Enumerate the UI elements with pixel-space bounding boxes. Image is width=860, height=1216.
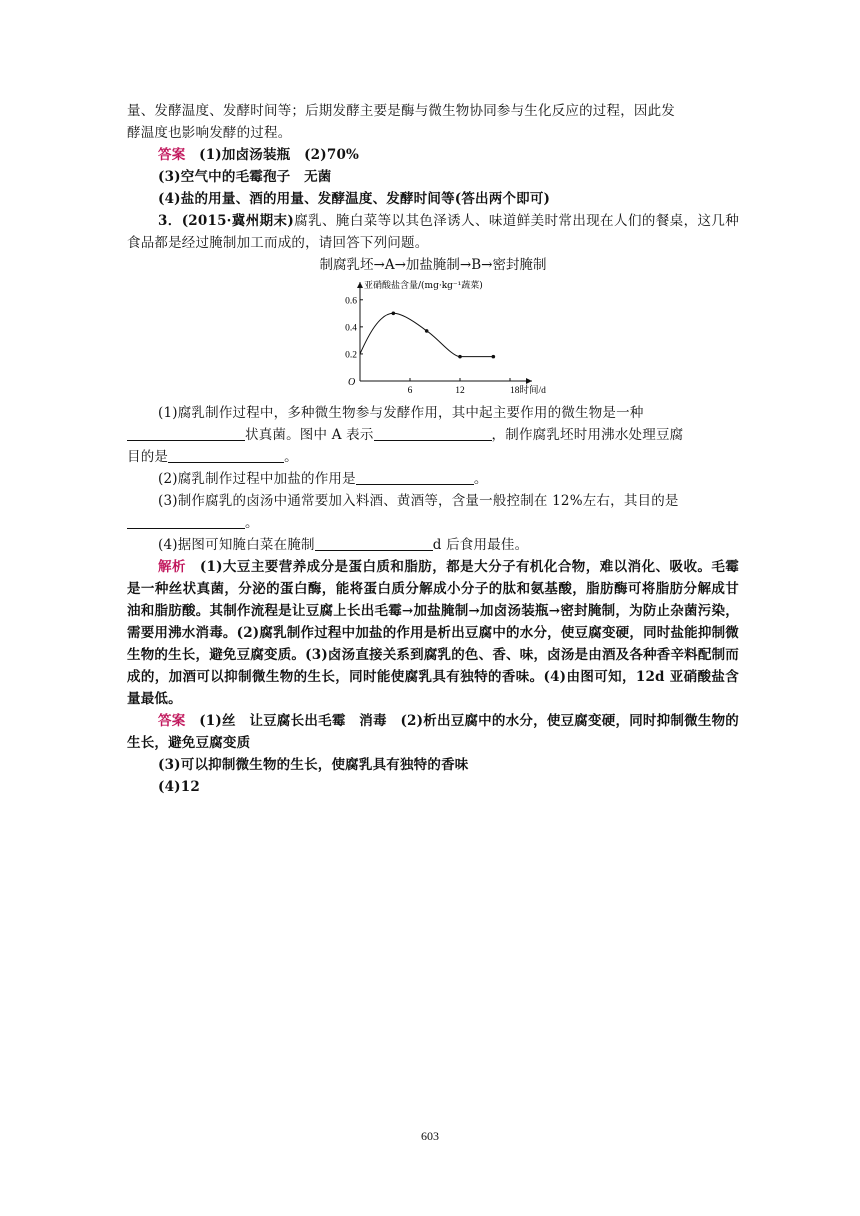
blank [127,514,245,529]
x-tick-label: 18时间/d [510,386,546,396]
data-point [425,329,429,333]
y-axis-arrow [357,282,363,288]
text-line: 酵温度也影响发酵的过程。 [127,125,292,141]
sub-question-4: (4)据图可知腌白菜在腌制 d 后食用最佳。 [158,537,529,553]
sub-question-3: (3)制作腐乳的卤汤中通常要加入料酒、黄酒等，含量一般控制在 12%左右，其目的是 [158,493,679,509]
x-tick-label: 6 [407,386,413,396]
answer-tag: 答案 [158,147,186,163]
y-tick-label: 0.6 [345,296,357,307]
sub-question-3-end: 。 [127,512,739,534]
data-point [458,355,462,359]
blank [356,470,474,485]
y-tick-label: 0.2 [345,350,357,361]
answer-1-b: (3)空气中的毛霉孢子 无菌 [158,169,332,185]
data-point [492,355,496,359]
text-line: 量、发酵温度、发酵时间等；后期发酵主要是酶与微生物协同参与生化反应的过程，因此发 [127,103,675,119]
origin-label: O [348,377,356,388]
answer-tag: 答案 [158,713,186,729]
y-tick-label: 0.4 [345,323,357,334]
series-line [360,313,493,356]
question-3: 3．(2015·冀州期末)腐乳、腌白菜等以其色泽诱人、味道鲜美时常出现在人们的餐桌，这几种食品都是经过腌制加工而成的，请回答下列问题。 [127,213,740,251]
analysis-tag: 解析 [158,559,186,575]
sub-question-1-end: 目的是 。 [127,449,298,465]
answer-1-a: 答案 (1)加卤汤装瓶 (2)70% [158,147,360,163]
document-page [127,100,739,798]
page-number: 603 [421,1129,439,1143]
sub-question-1: (1)腐乳制作过程中，多种微生物参与发酵作用，其中起主要作用的微生物是一种 [158,405,644,421]
blank [315,536,433,551]
y-axis-label: 亚硝酸盐含量/(mg·kg⁻¹蔬菜) [364,281,483,291]
answer-2-b: (3)可以抑制微生物的生长，使腐乳具有独特的香味 [158,757,469,773]
x-axis-arrow [526,378,532,384]
answer-2-a: 答案 (1)丝 让豆腐长出毛霉 消毒 (2)析出豆腐中的水分，使豆腐变硬，同时抑制微生物的生长，避免豆腐变质 [127,713,739,751]
answer-1-c: (4)盐的用量、酒的用量、发酵温度、发酵时间等(答出两个即可) [158,191,551,207]
sub-question-2: (2)腐乳制作过程中加盐的作用是 。 [158,471,488,487]
blank [168,448,284,463]
x-tick-label: 12 [455,386,465,396]
answer-2-c: (4)12 [158,779,200,795]
blank [127,426,245,441]
analysis: 解析 (1)大豆主要营养成分是蛋白质和脂肪，都是大分子有机化合物，难以消化、吸收。毛霉是一种丝状真菌，分泌的蛋白酶，能将蛋白质分解成小分子的肽和氨基酸，脂肪酶可将脂肪分解成甘油和脂肪酸。其制作流程是让豆腐上长出毛霉→加盐腌制→加卤汤装瓶→密封腌制，为防止杂菌污染，需要用沸水消毒。(2)腐乳制作过程中加盐的作用是析出豆腐中的水分，使豆腐变硬，同时盐能抑制微生物的生长，避免豆腐变质。(3)卤汤直接关系到腐乳的色、香、味，卤汤是由酒及各种香辛料配制而成的，加酒可以抑制微生物的生长，同时能使腐乳具有独特的香味。(4)由图可知，12d 亚硝酸盐含量最低。 [127,559,740,707]
nitrite-chart [328,276,546,400]
blank [374,426,492,441]
data-point [392,312,396,316]
sub-question-1-cont: 状真菌。图中 A 表示 ，制作腐乳坯时用沸水处理豆腐 [127,424,739,446]
process-flow: 制腐乳坯→A→加盐腌制→B→密封腌制 [319,257,547,273]
